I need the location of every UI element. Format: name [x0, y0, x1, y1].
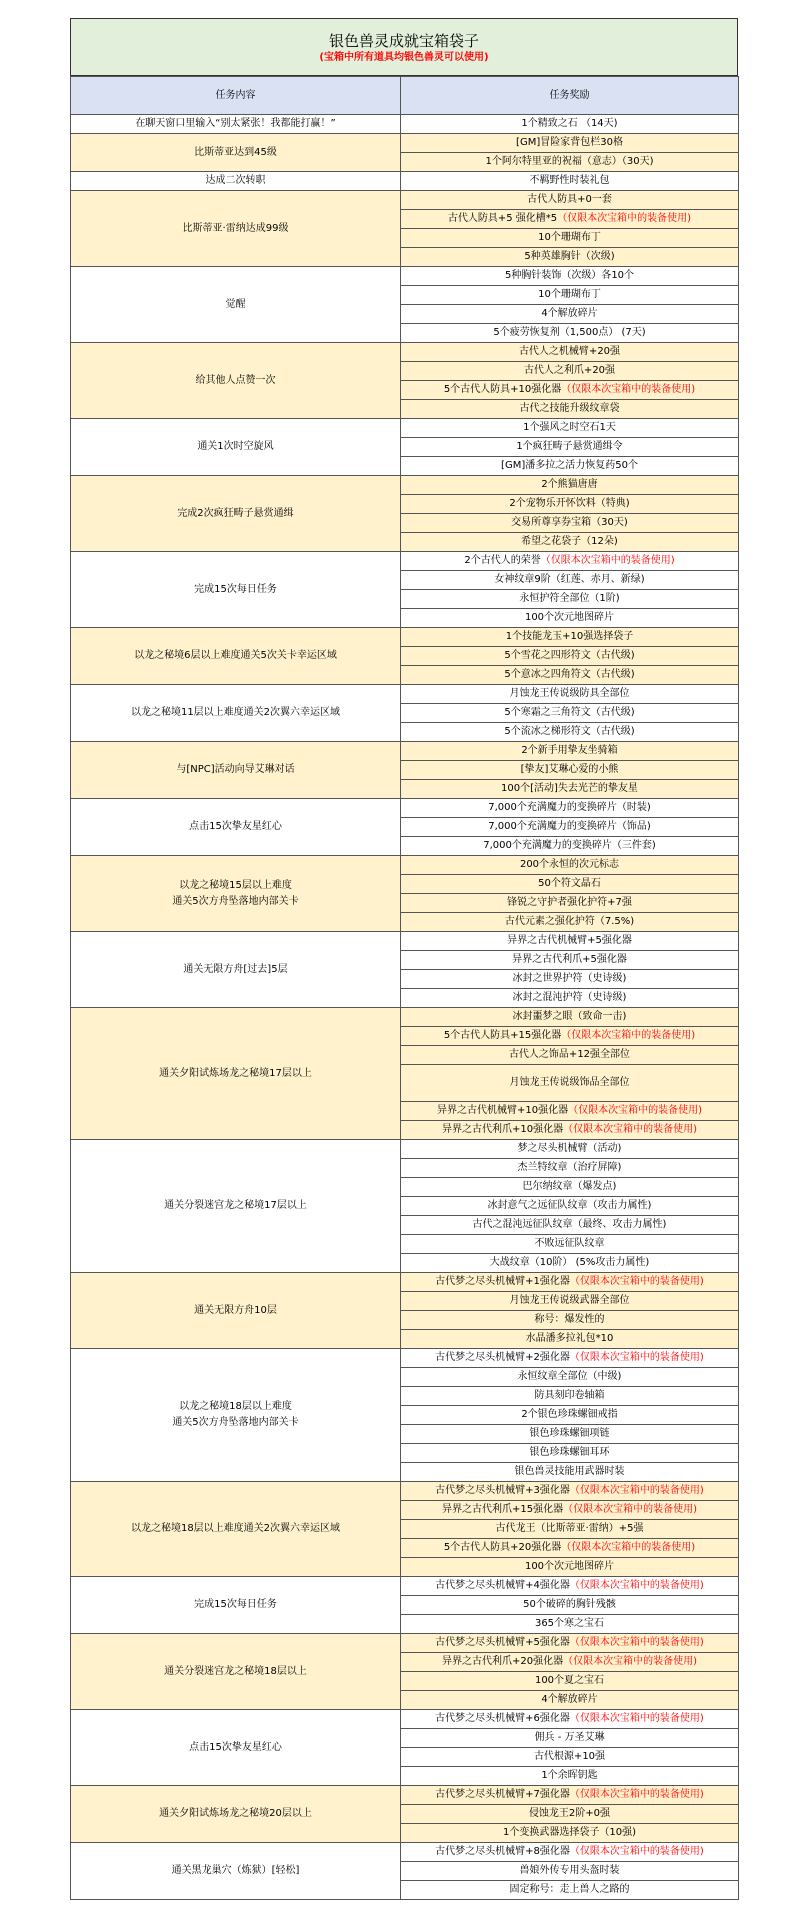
reward-text: 冰封意气之远征队纹章（攻击力属性) [487, 1200, 652, 1211]
reward-text: 50个破碎的胸针残骸 [523, 1599, 616, 1610]
table-row [71, 1140, 739, 1159]
reward-text: 银色珍珠螺钿项链 [529, 1428, 610, 1439]
reward-cell [401, 1767, 739, 1786]
reward-text: 古代梦之尽头机械臂+4强化器 [435, 1580, 570, 1591]
reward-text: 异界之古代利爪+5强化器 [512, 954, 627, 965]
reward-text: 锋锐之守护者强化护符+7强 [507, 897, 632, 908]
reward-cell [401, 1729, 739, 1748]
reward-cell [401, 172, 739, 191]
reward-cell [401, 704, 739, 723]
reward-text: 古代龙王（比斯蒂亚·雷纳）+5强 [495, 1523, 644, 1534]
reward-text: 古代之技能升级纹章袋 [519, 403, 620, 414]
reward-text: 银色珍珠螺钿耳环 [529, 1447, 610, 1458]
reward-cell [401, 1197, 739, 1216]
table-row [71, 419, 739, 438]
reward-text: 异界之古代利爪+10强化器 [441, 1124, 564, 1135]
reward-text: 交易所尊享券宝箱（30天) [511, 517, 628, 528]
reward-text: 5个雪花之四形符文（古代级) [504, 650, 635, 661]
reward-sheet [70, 18, 738, 1900]
reward-cell [401, 1748, 739, 1767]
reward-text: 大战纹章（10阶） (5%攻击力属性) [489, 1257, 650, 1268]
reward-cell [401, 1634, 739, 1653]
table-row [71, 1786, 739, 1805]
column-header-task: 任务内容 [71, 77, 401, 115]
reward-text: 1个变换武器选择袋子（10强) [503, 1827, 636, 1838]
reward-text: 10个珊瑚布丁 [538, 289, 601, 300]
reward-cell [401, 571, 739, 590]
reward-text: 5个流冰之梯形符文（古代级) [504, 726, 635, 737]
reward-text: 古代人之利爪+20强 [523, 365, 616, 376]
reward-text: 不羁野性时装礼包 [529, 175, 610, 186]
task-cell: 达成二次转职 [71, 172, 401, 191]
task-cell: 在聊天窗口里输入“别太紧张！我都能打赢！” [71, 115, 401, 134]
reward-cell [401, 1102, 739, 1121]
reward-restriction-note: （仅限本次宝箱中的装备使用) [563, 1504, 697, 1515]
reward-text: 1个阿尔特里亚的祝福（意志）（30天) [485, 156, 654, 167]
reward-text: [挚友]艾琳心爱的小熊 [520, 764, 619, 775]
reward-text: [GM]冒险家背包栏30格 [516, 137, 623, 148]
reward-cell [401, 191, 739, 210]
reward-text: 5个古代人防具+20强化器 [443, 1542, 562, 1553]
table-row [71, 742, 739, 761]
reward-cell [401, 666, 739, 685]
reward-text: 梦之尽头机械臂（活动) [517, 1143, 622, 1154]
table-row [71, 856, 739, 875]
reward-text: 5种英雄胸针（次级) [524, 251, 615, 262]
reward-restriction-note: （仅限本次宝箱中的装备使用) [569, 1580, 704, 1591]
reward-text: 2个新手用挚友坐骑箱 [521, 745, 618, 756]
reward-text: 异界之古代机械臂+5强化器 [507, 935, 632, 946]
reward-cell [401, 1121, 739, 1140]
reward-cell [401, 400, 739, 419]
reward-restriction-note: （仅限本次宝箱中的装备使用) [569, 1276, 704, 1287]
reward-text: 7,000个充满魔力的变换碎片（饰品) [488, 821, 651, 832]
reward-restriction-note: （仅限本次宝箱中的装备使用) [561, 1542, 696, 1553]
reward-text: 月蚀龙王传说级饰品全部位 [509, 1077, 630, 1088]
reward-text: 1个强风之时空石1天 [523, 422, 616, 433]
reward-cell [401, 913, 739, 932]
reward-cell [401, 476, 739, 495]
reward-cell [401, 305, 739, 324]
reward-cell [401, 267, 739, 286]
task-cell: 以龙之秘境6层以上难度通关5次关卡幸运区域 [71, 628, 401, 685]
table-row [71, 191, 739, 210]
reward-cell [401, 1349, 739, 1368]
table-row [71, 1577, 739, 1596]
reward-text: 古代之混沌远征队纹章（最终、攻击力属性) [472, 1219, 667, 1230]
reward-cell [401, 1824, 739, 1843]
task-cell: 点击15次挚友星红心 [71, 799, 401, 856]
table-row [71, 1008, 739, 1027]
sheet-subtitle: (宝箱中所有道具均银色兽灵可以使用) [319, 52, 489, 63]
table-row [71, 115, 739, 134]
reward-text: 杰兰特纹章（治疗屏障) [517, 1162, 622, 1173]
table-row [71, 1634, 739, 1653]
reward-cell [401, 514, 739, 533]
reward-cell [401, 1254, 739, 1273]
reward-cell [401, 742, 739, 761]
reward-cell [401, 1520, 739, 1539]
reward-text: 异界之古代利爪+15强化器 [441, 1504, 564, 1515]
reward-cell [401, 761, 739, 780]
table-row [71, 552, 739, 571]
reward-cell [401, 628, 739, 647]
reward-cell [401, 1235, 739, 1254]
reward-cell [401, 1140, 739, 1159]
reward-cell [401, 799, 739, 818]
reward-text: 1个技能龙玉+10强选择袋子 [505, 631, 634, 642]
reward-text: 水晶潘多拉礼包*10 [525, 1333, 614, 1344]
reward-cell [401, 932, 739, 951]
reward-cell [401, 818, 739, 837]
reward-text: 古代梦之尽头机械臂+6强化器 [435, 1713, 570, 1724]
sheet-title: 银色兽灵成就宝箱袋子 [328, 32, 479, 50]
table-header-row [71, 77, 739, 115]
reward-cell [401, 1444, 739, 1463]
reward-text: 7,000个充满魔力的变换碎片（三件套) [483, 840, 656, 851]
reward-cell [401, 134, 739, 153]
reward-cell [401, 1672, 739, 1691]
reward-text: 古代梦之尽头机械臂+1强化器 [435, 1276, 570, 1287]
reward-text: 古代人之饰品+12强全部位 [508, 1049, 631, 1060]
reward-cell [401, 1843, 739, 1862]
task-cell: 完成15次每日任务 [71, 552, 401, 628]
task-cell: 通关分裂迷宫龙之秘境18层以上 [71, 1634, 401, 1710]
table-row [71, 628, 739, 647]
task-cell: 以龙之秘境18层以上难度通关2次翼六幸运区域 [71, 1482, 401, 1577]
reward-cell [401, 875, 739, 894]
reward-text: 古代人防具+0一套 [527, 194, 612, 205]
task-cell: 觉醒 [71, 267, 401, 343]
task-cell: 通关分裂迷宫龙之秘境17层以上 [71, 1140, 401, 1273]
reward-cell [401, 115, 739, 134]
task-cell: 点击15次挚友星红心 [71, 1710, 401, 1786]
reward-cell [401, 951, 739, 970]
reward-text: 古代元素之强化护符（7.5%) [504, 916, 635, 927]
reward-cell [401, 1330, 739, 1349]
table-row [71, 685, 739, 704]
reward-text: 100个夏之宝石 [534, 1675, 605, 1686]
reward-text: 古代根源+10强 [533, 1751, 606, 1762]
table-row [71, 799, 739, 818]
task-cell: 通关无限方舟10层 [71, 1273, 401, 1349]
reward-text: 古代梦之尽头机械臂+2强化器 [435, 1352, 570, 1363]
reward-text: 1个余晖钥匙 [541, 1770, 598, 1781]
reward-restriction-note: （仅限本次宝箱中的装备使用) [540, 555, 675, 566]
table-row [71, 1273, 739, 1292]
table-row [71, 476, 739, 495]
reward-text: 7,000个充满魔力的变换碎片（时装) [488, 802, 651, 813]
reward-text: 不败远征队纹章 [534, 1238, 605, 1249]
reward-text: 巴尔纳纹章（爆发点) [522, 1181, 617, 1192]
reward-restriction-note: （仅限本次宝箱中的装备使用) [563, 1656, 697, 1667]
reward-text: 1个疯狂畴子悬赏通缉令 [516, 441, 623, 452]
reward-cell [401, 1805, 739, 1824]
reward-text: 古代梦之尽头机械臂+8强化器 [435, 1846, 570, 1857]
reward-cell [401, 1387, 739, 1406]
reward-text: 异界之古代机械臂+10强化器 [436, 1105, 569, 1116]
reward-cell [401, 248, 739, 267]
reward-cell [401, 723, 739, 742]
reward-text: 5个古代人防具+15强化器 [443, 1030, 562, 1041]
reward-text: 希望之花袋子（12朵) [521, 536, 618, 547]
reward-text: 称号：爆发性的 [534, 1314, 605, 1325]
table-row [71, 134, 739, 153]
reward-text: 5个寒霜之三角符文（古代级) [504, 707, 635, 718]
reward-text: 佣兵 - 万圣艾琳 [534, 1732, 605, 1743]
reward-restriction-note: （仅限本次宝箱中的装备使用) [569, 1713, 704, 1724]
table-row [71, 343, 739, 362]
task-cell: 通关夕阳试炼场龙之秘境20层以上 [71, 1786, 401, 1843]
reward-text: 4个解放碎片 [541, 1694, 598, 1705]
reward-cell [401, 552, 739, 571]
reward-text: 10个珊瑚布丁 [538, 232, 601, 243]
task-cell: 通关夕阳试炼场龙之秘境17层以上 [71, 1008, 401, 1140]
reward-text: 古代人防具+5 强化槽*5 [447, 213, 558, 224]
reward-cell [401, 343, 739, 362]
reward-text: 5种胸针装饰（次级）各10个 [504, 270, 635, 281]
task-cell: 比斯蒂亚达到45级 [71, 134, 401, 172]
reward-cell [401, 286, 739, 305]
reward-text: 100个[活动]失去光芒的挚友星 [501, 783, 638, 794]
reward-text: 100个次元地图碎片 [524, 1561, 615, 1572]
task-cell: 比斯蒂亚·雷纳达成99级 [71, 191, 401, 267]
table-row [71, 1843, 739, 1862]
reward-cell [401, 362, 739, 381]
reward-text: 5个古代人防具+10强化器 [443, 384, 562, 395]
task-cell: 完成15次每日任务 [71, 1577, 401, 1634]
reward-cell [401, 1482, 739, 1501]
reward-text: 2个古代人的荣誉 [464, 555, 541, 566]
task-cell: 通关黑龙巢穴（炼狱）[轻松] [71, 1843, 401, 1900]
table-row [71, 1349, 739, 1368]
reward-text: 永恒纹章全部位（中级) [517, 1371, 622, 1382]
reward-text: 古代梦之尽头机械臂+3强化器 [435, 1485, 570, 1496]
reward-cell [401, 153, 739, 172]
column-header-reward: 任务奖励 [401, 77, 739, 115]
reward-cell [401, 1596, 739, 1615]
task-cell: 以龙之秘境18层以上难度 通关5次方舟坠落地内部关卡 [71, 1349, 401, 1482]
reward-cell [401, 1463, 739, 1482]
reward-text: 兽娘外传专用头盔时装 [519, 1865, 620, 1876]
reward-cell [401, 1368, 739, 1387]
reward-text: 固定称号：走上兽人之路的 [509, 1884, 630, 1895]
reward-cell [401, 1558, 739, 1577]
reward-text: 月蚀龙王传说级武器全部位 [509, 1295, 630, 1306]
task-cell: 以龙之秘境11层以上难度通关2次翼六幸运区域 [71, 685, 401, 742]
reward-cell [401, 1027, 739, 1046]
reward-text: 2个宠物乐开怀饮料（特典) [509, 498, 630, 509]
reward-text: 4个解放碎片 [541, 308, 598, 319]
reward-restriction-note: （仅限本次宝箱中的装备使用) [557, 213, 692, 224]
reward-cell [401, 495, 739, 514]
reward-cell [401, 1653, 739, 1672]
reward-cell [401, 1065, 739, 1102]
task-cell: 完成2次疯狂畴子悬赏通缉 [71, 476, 401, 552]
reward-cell [401, 1577, 739, 1596]
reward-text: 2个银色珍珠螺钿戒指 [521, 1409, 618, 1420]
reward-cell [401, 1539, 739, 1558]
reward-text: 冰封噩梦之眼（致命一击) [512, 1011, 627, 1022]
task-cell: 通关无限方舟[过去]5层 [71, 932, 401, 1008]
reward-table [70, 76, 739, 1900]
reward-text: 防具刻印卷轴箱 [534, 1390, 605, 1401]
reward-cell [401, 1786, 739, 1805]
reward-text: 女神纹章9阶（红莲、赤月、新绿) [494, 574, 645, 585]
reward-cell [401, 438, 739, 457]
reward-cell [401, 837, 739, 856]
table-row [71, 1710, 739, 1729]
reward-cell [401, 457, 739, 476]
reward-cell [401, 1216, 739, 1235]
reward-cell [401, 590, 739, 609]
reward-cell [401, 1425, 739, 1444]
task-cell: 通关1次时空旋风 [71, 419, 401, 476]
reward-cell [401, 1710, 739, 1729]
reward-text: 古代梦之尽头机械臂+5强化器 [435, 1637, 570, 1648]
reward-cell [401, 419, 739, 438]
reward-cell [401, 1691, 739, 1710]
reward-cell [401, 210, 739, 229]
reward-restriction-note: （仅限本次宝箱中的装备使用) [561, 384, 696, 395]
table-row [71, 1482, 739, 1501]
reward-text: 银色兽灵技能用武器时装 [514, 1466, 625, 1477]
reward-cell [401, 780, 739, 799]
reward-cell [401, 1615, 739, 1634]
reward-text: 2个熊猫唐唐 [541, 479, 598, 490]
reward-text: [GM]潘多拉之活力恢复药50个 [501, 460, 638, 471]
reward-cell [401, 647, 739, 666]
reward-cell [401, 229, 739, 248]
reward-text: 异界之古代利爪+20强化器 [441, 1656, 564, 1667]
reward-cell [401, 533, 739, 552]
reward-text: 100个次元地图碎片 [524, 612, 615, 623]
reward-text: 200个永恒的次元标志 [519, 859, 620, 870]
reward-text: 月蚀龙王传说级防具全部位 [509, 688, 630, 699]
reward-restriction-note: （仅限本次宝箱中的装备使用) [569, 1789, 704, 1800]
task-cell: 给其他人点赞一次 [71, 343, 401, 419]
reward-text: 古代梦之尽头机械臂+7强化器 [435, 1789, 570, 1800]
task-cell: 以龙之秘境15层以上难度 通关5次方舟坠落地内部关卡 [71, 856, 401, 932]
reward-text: 5个疲劳恢复剂（1,500点） (7天) [493, 327, 646, 338]
reward-cell [401, 1311, 739, 1330]
reward-restriction-note: （仅限本次宝箱中的装备使用) [569, 1846, 704, 1857]
reward-restriction-note: （仅限本次宝箱中的装备使用) [569, 1637, 704, 1648]
reward-text: 5个意冰之四角符文（古代级) [504, 669, 635, 680]
reward-text: 永恒护符全部位（1阶) [519, 593, 620, 604]
reward-cell [401, 1501, 739, 1520]
task-cell: 与[NPC]活动向导艾琳对话 [71, 742, 401, 799]
reward-restriction-note: （仅限本次宝箱中的装备使用) [569, 1352, 704, 1363]
reward-text: 侵蚀龙王2阶+0强 [528, 1808, 611, 1819]
reward-cell [401, 1881, 739, 1900]
reward-text: 冰封之世界护符（史诗级) [512, 973, 627, 984]
reward-text: 古代人之机械臂+20强 [518, 346, 621, 357]
reward-restriction-note: （仅限本次宝箱中的装备使用) [568, 1105, 702, 1116]
reward-text: 365个寒之宝石 [534, 1618, 605, 1629]
reward-cell [401, 1008, 739, 1027]
reward-restriction-note: （仅限本次宝箱中的装备使用) [561, 1030, 696, 1041]
sheet-header [70, 18, 738, 76]
reward-cell [401, 1292, 739, 1311]
reward-cell [401, 685, 739, 704]
reward-text: 1个精致之石 （14天) [521, 118, 618, 129]
reward-cell [401, 324, 739, 343]
table-row [71, 267, 739, 286]
reward-restriction-note: （仅限本次宝箱中的装备使用) [563, 1124, 697, 1135]
reward-cell [401, 1862, 739, 1881]
reward-restriction-note: （仅限本次宝箱中的装备使用) [569, 1485, 704, 1496]
reward-cell [401, 609, 739, 628]
reward-cell [401, 856, 739, 875]
reward-cell [401, 970, 739, 989]
reward-cell [401, 1273, 739, 1292]
reward-text: 冰封之混沌护符（史诗级) [512, 992, 627, 1003]
table-body [71, 115, 739, 1900]
reward-cell [401, 1178, 739, 1197]
table-row [71, 932, 739, 951]
reward-cell [401, 989, 739, 1008]
reward-cell [401, 894, 739, 913]
reward-text: 50个符文晶石 [538, 878, 601, 889]
reward-cell [401, 1159, 739, 1178]
table-row [71, 172, 739, 191]
reward-cell [401, 1046, 739, 1065]
reward-cell [401, 381, 739, 400]
reward-cell [401, 1406, 739, 1425]
